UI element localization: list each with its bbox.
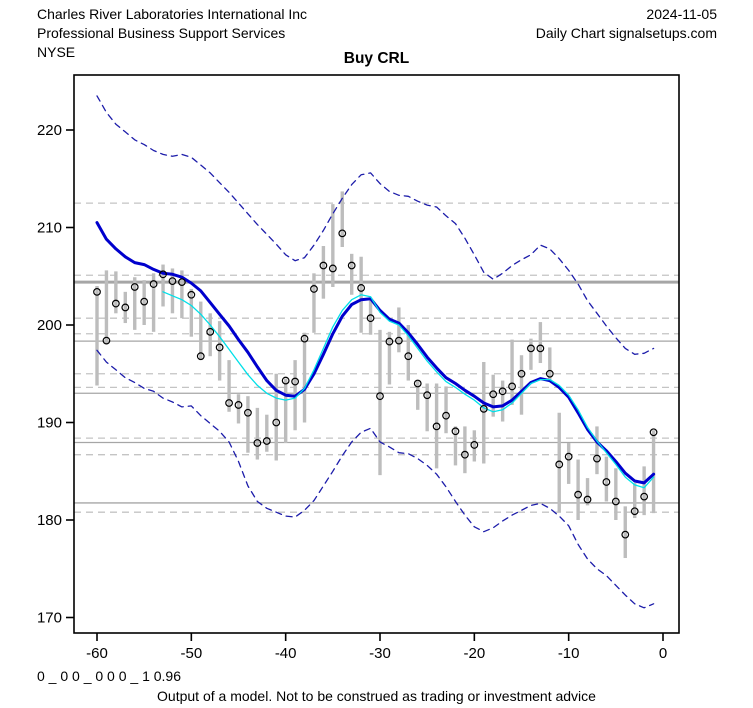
plot-border <box>74 75 679 633</box>
y-tick-label: 180 <box>36 512 62 529</box>
x-axis <box>86 633 667 662</box>
chart-title: Buy CRL <box>343 50 410 67</box>
support-resistance-levels <box>74 203 679 512</box>
y-tick-label: 200 <box>36 317 62 334</box>
trend-line-fast <box>163 292 654 488</box>
chart-source: Daily Chart signalsetups.com <box>535 25 717 41</box>
company-name: Charles River Laboratories International Inc <box>37 6 308 22</box>
y-axis <box>37 122 74 627</box>
x-tick-label: -30 <box>369 645 391 662</box>
y-tick-label: 210 <box>36 219 62 237</box>
exchange-name: NYSE <box>37 44 76 60</box>
y-tick-label: 220 <box>36 122 62 139</box>
model-code: 0 _ 0 0 _ 0 0 0 _ 1 0.96 <box>37 668 182 684</box>
y-tick-label: 170 <box>36 609 62 627</box>
x-tick-label: 0 <box>658 645 668 662</box>
x-tick-label: -60 <box>86 645 108 662</box>
x-tick-label: -20 <box>463 645 486 662</box>
disclaimer: Output of a model. Not to be construed as trading or investment advice <box>157 688 596 704</box>
x-tick-label: -50 <box>180 645 203 662</box>
industry-name: Professional Business Support Services <box>37 25 286 41</box>
y-tick-label: 190 <box>36 414 62 432</box>
x-tick-label: -10 <box>557 645 580 662</box>
chart-date: 2024-11-05 <box>646 6 717 22</box>
x-tick-label: -40 <box>274 645 297 662</box>
